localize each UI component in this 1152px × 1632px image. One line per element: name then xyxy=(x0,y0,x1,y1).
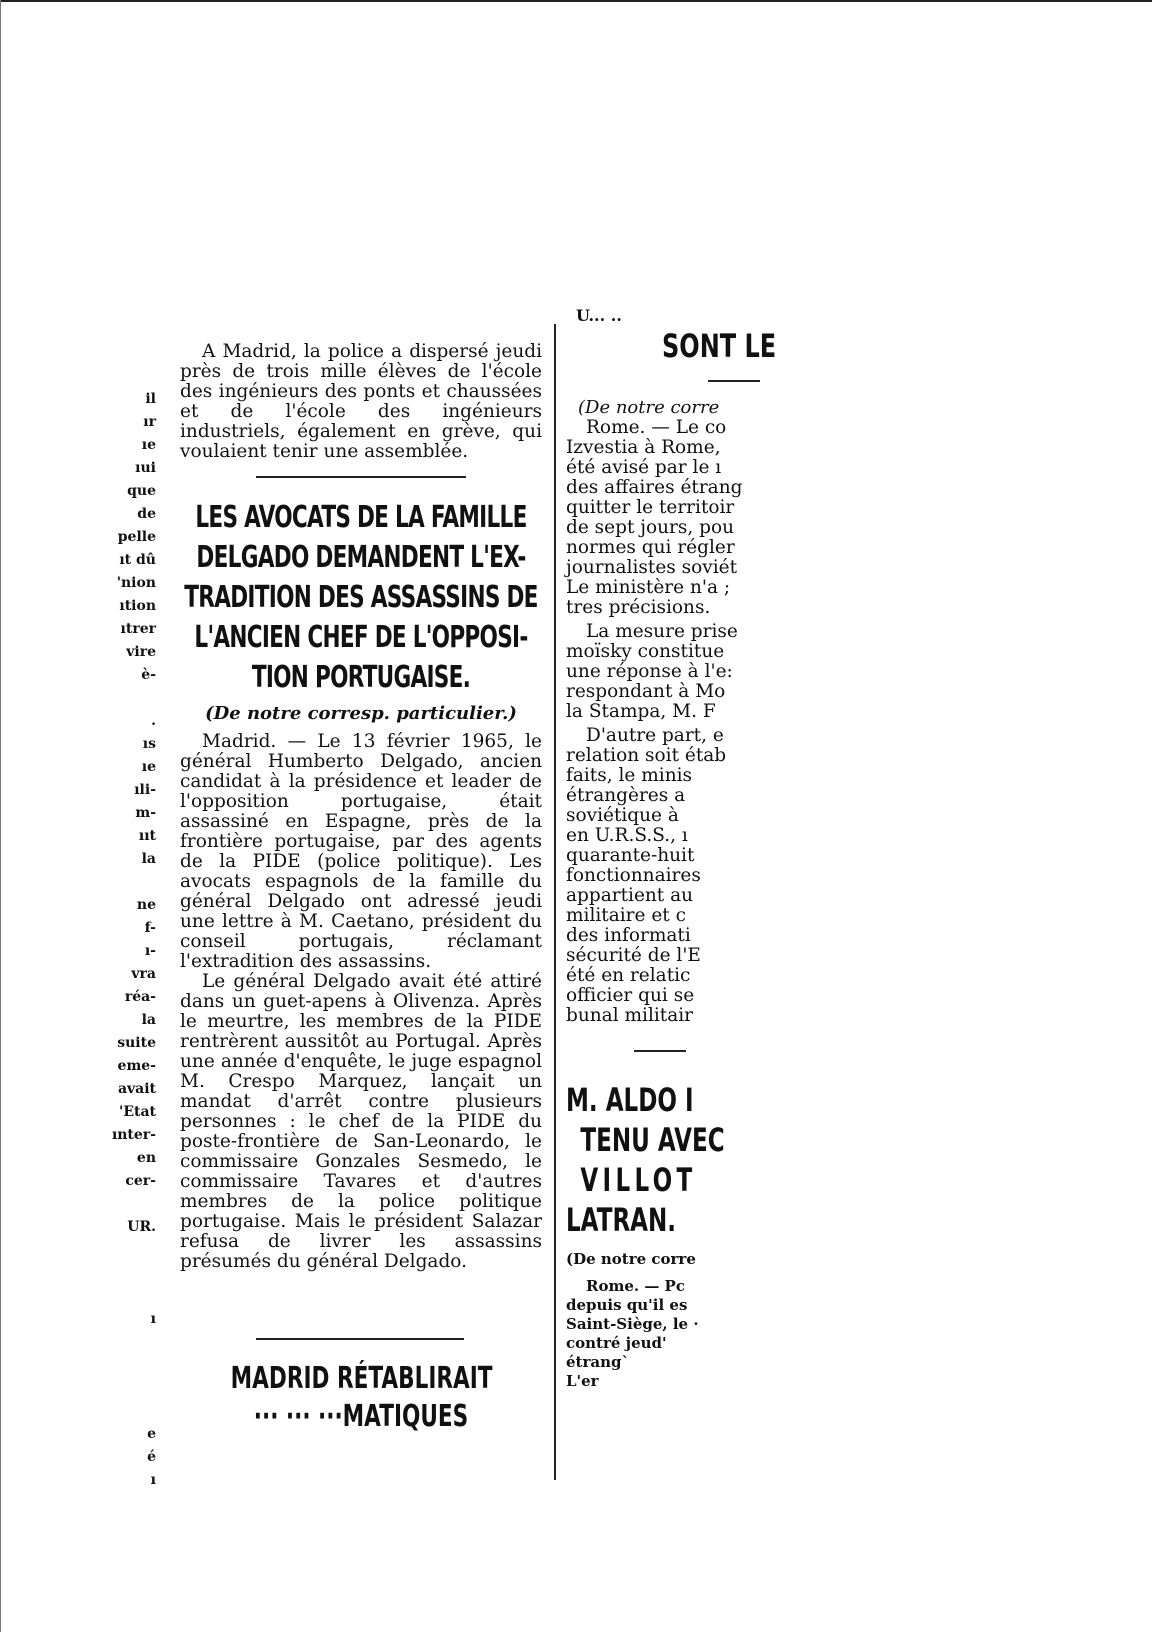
text-line: une réponse à l'e: xyxy=(566,661,733,682)
text-line: été avisé par le ı xyxy=(566,457,722,478)
fragment-line xyxy=(92,1285,156,1308)
fragment-line: è- xyxy=(141,667,156,683)
right-lines-a xyxy=(566,418,746,618)
intro-paragraph: A Madrid, la police a dispersé jeudi près de trois mille élèves de l'école des ingénieurs des ponts et chaussées et de l'école des ingénieurs industriels, également en grève, qui voulaient tenir une assemblée. xyxy=(180,341,542,462)
fragment-line: eme- xyxy=(117,1058,156,1074)
text-line: la Stampa, M. F xyxy=(566,701,716,722)
fragment-line: UR. xyxy=(127,1219,156,1235)
text-line: été en relatic xyxy=(566,965,691,986)
text-line: tres précisions. xyxy=(566,597,711,618)
text-line: militaire et c xyxy=(566,905,686,926)
fragment-line: ıli- xyxy=(134,782,156,798)
fragment-line: ıs xyxy=(142,736,156,752)
text-line: quitter le territoir xyxy=(566,497,735,518)
next-article-headline xyxy=(231,1360,492,1436)
right-headline: SONT LE xyxy=(662,327,777,365)
separator-rule xyxy=(708,380,760,382)
text-line: L'er xyxy=(566,1372,599,1390)
top-border-rule xyxy=(0,0,1152,2)
text-line: contré jeud' xyxy=(566,1334,667,1352)
text-line: respondant à Mo xyxy=(566,681,726,702)
fragment-line: ı xyxy=(150,1472,156,1488)
headline-line: L'ANCIEN CHEF DE L'OPPOSI- xyxy=(194,620,528,655)
text-line: bunal militair xyxy=(566,1005,694,1026)
right-lines-b xyxy=(566,622,746,722)
fragment-line: avait xyxy=(117,1081,156,1097)
fragment-line: ne xyxy=(136,897,156,913)
fragment-line: m- xyxy=(135,805,156,821)
fragment-line: la xyxy=(141,851,156,867)
fragment-line: ınter- xyxy=(111,1127,156,1143)
text-line: des affaires étrang xyxy=(566,477,743,498)
fragment-line xyxy=(92,871,156,894)
fragment-line: vra xyxy=(131,966,156,982)
fragment-line: f- xyxy=(144,920,156,936)
headline-line: ··· ··· ···MATIQUES xyxy=(253,1399,469,1434)
headline-line: VILLOT xyxy=(580,1161,697,1199)
headline-line: M. ALDO I xyxy=(566,1081,694,1119)
fragment-line: ıe xyxy=(141,759,156,775)
left-border-rule xyxy=(0,0,1,1632)
separator-rule xyxy=(634,1050,686,1052)
fragment-line: réa- xyxy=(124,989,156,1005)
article-paragraph-2: Le général Delgado avait été attiré dans un guet-apens à Olivenza. Après le meurtre, les membres de la PIDE rentrèrent aussitôt au Portugal. Après une année d'enquête, le juge espagnol M. Crespo Marquez, lançait un mandat d'arrêt contre plusieurs personnes : le chef de la PIDE du poste-frontière de San-Leonardo, le commissaire Gonzales Sesmedo, le commissaire Tavares et d'autres membres de la police politique portugaise. Mais le président Salazar refusa de livrer les assassins présumés du général Delgado. xyxy=(180,971,542,1272)
text-line: Saint-Siège, le · xyxy=(566,1315,699,1333)
text-line: étrangères a xyxy=(566,785,686,806)
text-line: moïsky constitue xyxy=(566,641,725,662)
text-line: Izvestia à Rome, xyxy=(566,437,721,458)
text-line: normes qui régler xyxy=(566,537,735,558)
fragment-line: ıt dû xyxy=(119,552,156,568)
text-line: Rome. — Le co xyxy=(586,417,727,438)
text-line: Le ministère n'a ; xyxy=(566,577,731,598)
text-line: La mesure prise xyxy=(586,621,738,642)
fragment-line: en xyxy=(136,1150,156,1166)
text-line: journalistes soviét xyxy=(566,557,738,578)
text-line: D'autre part, e xyxy=(586,725,724,746)
fragment-line: ıui xyxy=(135,460,156,476)
fragment-line: que xyxy=(127,483,156,499)
text-line: étrang` xyxy=(566,1353,629,1371)
main-article-column xyxy=(180,342,542,1272)
fragment-line xyxy=(92,1262,156,1285)
fragment-line xyxy=(92,1354,156,1377)
text-line: appartient au xyxy=(566,885,694,906)
fragment-line: ııt xyxy=(138,828,156,844)
left-column-fragments xyxy=(92,388,156,1492)
top-fragment: U... .. xyxy=(576,306,622,325)
separator-rule xyxy=(256,476,466,478)
text-line: depuis qu'il es xyxy=(566,1296,688,1314)
text-line: relation soit étab xyxy=(566,745,727,766)
headline-line: TION PORTUGAISE. xyxy=(251,660,471,695)
headline-line: TENU AVEC xyxy=(580,1121,725,1159)
text-line: en U.R.S.S., ı xyxy=(566,825,688,846)
fragment-line xyxy=(92,1400,156,1423)
fragment-line: suite xyxy=(117,1035,156,1051)
fragment-line xyxy=(92,1193,156,1216)
fragment-line: ır xyxy=(143,414,156,430)
fragment-line: ı- xyxy=(144,943,156,959)
right-lines-c xyxy=(566,726,746,1026)
fragment-line: . xyxy=(151,713,156,729)
text-line: faits, le minis xyxy=(566,765,693,786)
fragment-line xyxy=(92,1331,156,1354)
fragment-line: cer- xyxy=(125,1173,156,1189)
text-line: officier qui se xyxy=(566,985,695,1006)
article-byline: (De notre corresp. particulier.) xyxy=(205,703,517,724)
fragment-line xyxy=(92,1377,156,1400)
fragment-line: 'nion xyxy=(116,575,156,591)
fragment-line: e xyxy=(147,1426,156,1442)
headline-line: DELGADO DEMANDENT L'EX- xyxy=(196,540,526,575)
fragment-line: de xyxy=(137,506,156,522)
text-line: fonctionnaires xyxy=(566,865,701,886)
right-headline-2 xyxy=(566,1080,725,1240)
headline-line: LES AVOCATS DE LA FAMILLE xyxy=(195,500,527,535)
text-line: soviétique à xyxy=(566,805,679,826)
fragment-line: ı xyxy=(150,1311,156,1327)
right-lines-d xyxy=(566,1277,746,1391)
text-line: de sept jours, pou xyxy=(566,517,735,538)
fragment-line: é xyxy=(147,1449,156,1465)
fragment-line: vire xyxy=(126,644,156,660)
right-article-column xyxy=(566,306,777,1406)
fragment-line: ıtion xyxy=(119,598,156,614)
fragment-line: il xyxy=(145,391,156,407)
text-line: sécurité de l'E xyxy=(566,945,701,966)
fragment-line: ıe xyxy=(141,437,156,453)
text-line: Rome. — Pc xyxy=(586,1277,685,1295)
column-divider xyxy=(554,324,556,1480)
right-byline-2: (De notre corre xyxy=(566,1250,696,1268)
text-line: des informati xyxy=(566,925,691,946)
fragment-line: pelle xyxy=(117,529,156,545)
headline-line: LATRAN. xyxy=(566,1201,677,1239)
separator-rule-bottom xyxy=(256,1338,464,1340)
headline-line: TRADITION DES ASSASSINS DE xyxy=(184,580,538,615)
article-headline xyxy=(181,498,541,698)
fragment-line xyxy=(92,1239,156,1262)
headline-line: MADRID RÉTABLIRAIT xyxy=(230,1361,493,1396)
fragment-line: la xyxy=(141,1012,156,1028)
text-line: quarante-huit xyxy=(566,845,695,866)
fragment-line xyxy=(92,687,156,710)
article-paragraph-1: Madrid. — Le 13 février 1965, le général Humberto Delgado, ancien candidat à la présidence et leader de l'opposition portugaise, était assassiné en Espagne, près de la frontière portugaise, par des agents de la PIDE (police politique). Les avocats espagnols de la famille du général Delgado ont adressé jeudi une lettre à M. Caetano, président du conseil portugais, réclamant l'extradition des assassins. xyxy=(180,731,542,972)
fragment-line: ıtrer xyxy=(120,621,156,637)
fragment-line: 'Etat xyxy=(119,1104,156,1120)
right-byline: (De notre corre xyxy=(578,397,720,418)
